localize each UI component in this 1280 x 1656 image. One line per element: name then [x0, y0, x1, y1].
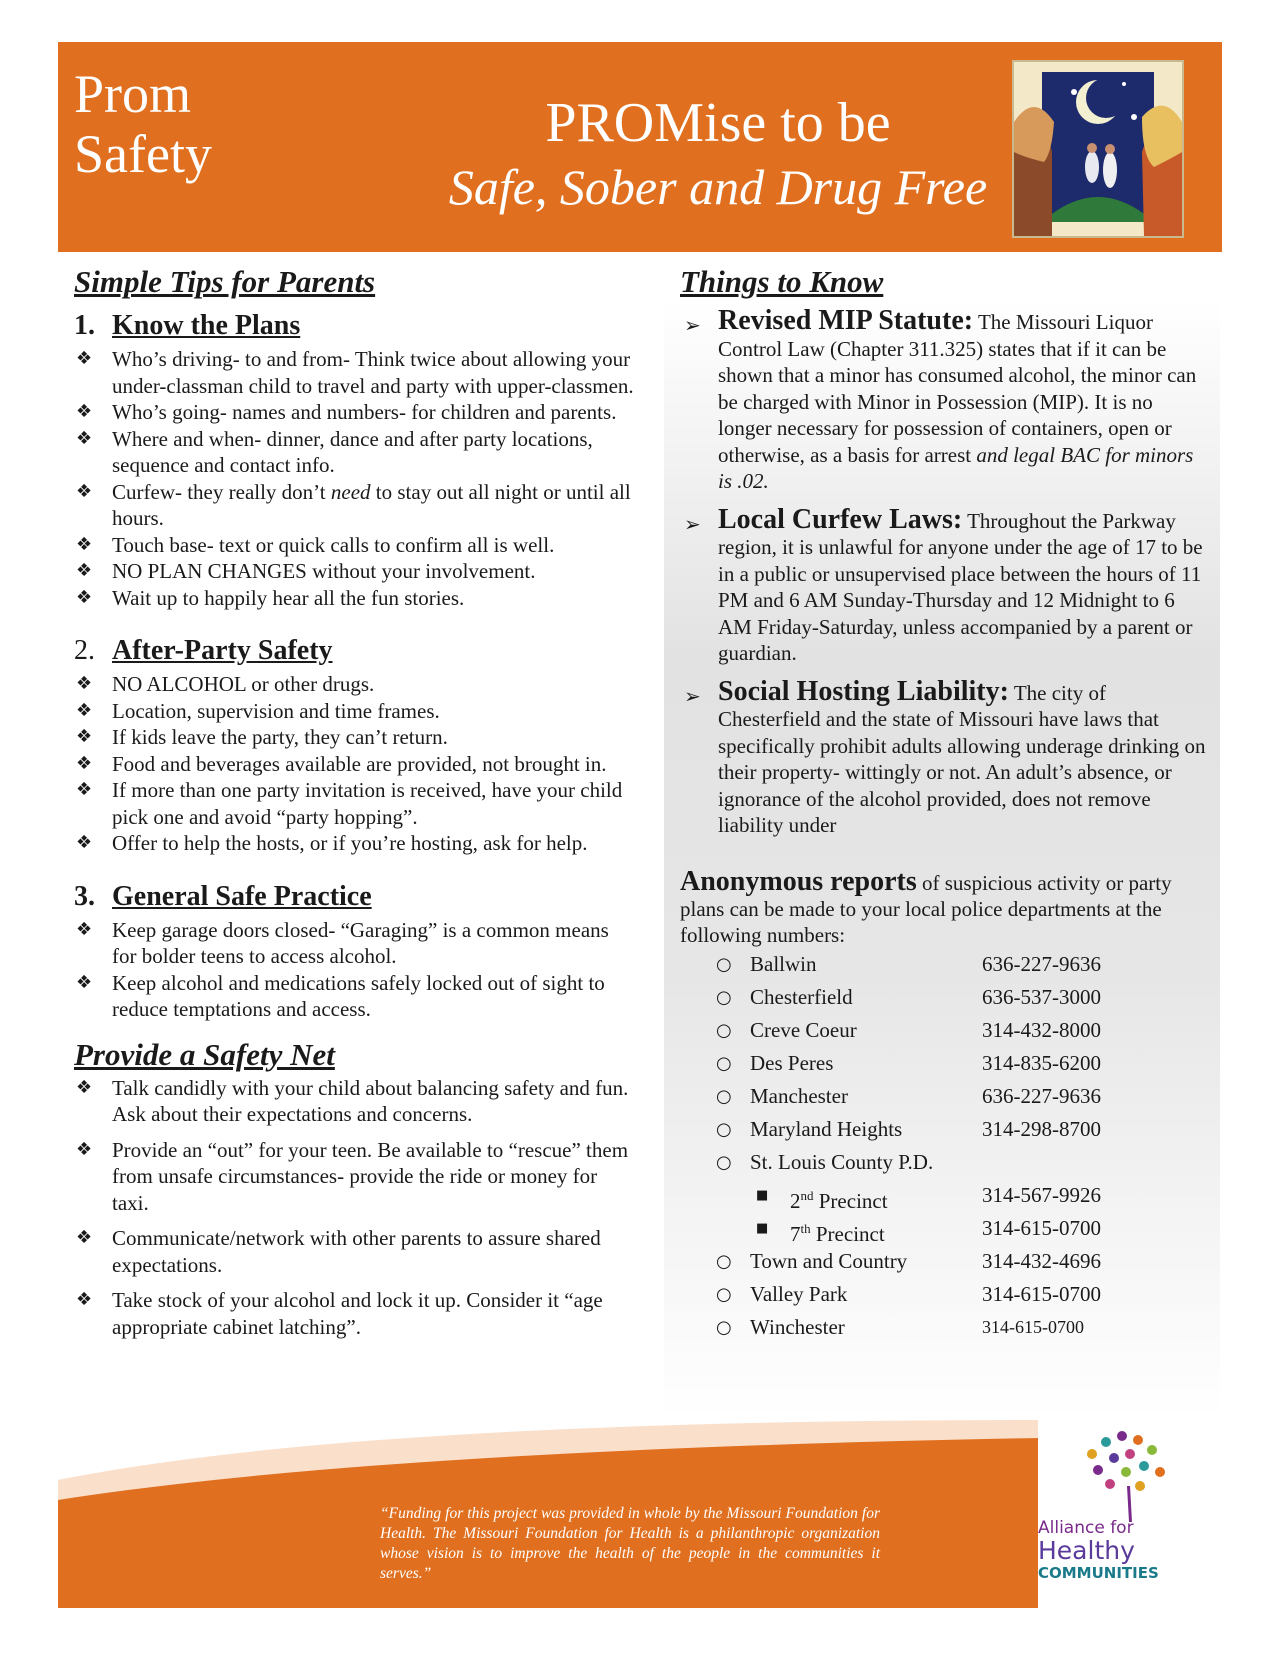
circle-bullet-icon: ○ [716, 1151, 732, 1173]
list-item: ❖ Who’s going- names and numbers- for children and parents. [76, 400, 617, 424]
funding-statement: “Funding for this project was provided in whole by the Missouri Foundation for Health. The Missouri Foundation for Health is a philanthropic organization whose vision is to improve the health of the people in the communities it serves.” [380, 1505, 880, 1582]
prom-night-illustration [1012, 60, 1184, 238]
list-item: ❖ NO ALCOHOL or other drugs. [76, 672, 375, 696]
diamond-bullet-icon: ❖ [76, 586, 93, 608]
diamond-bullet-icon: ❖ [76, 480, 93, 502]
diamond-bullet-icon: ❖ [76, 918, 93, 940]
diamond-bullet-icon: ❖ [76, 699, 93, 721]
list-item: ❖ Communicate/network with other parents to assure shared expectations. [76, 1226, 601, 1277]
list-item: ❖ Keep alcohol and medications safely locked out of sight to reduce temptations and access. [76, 970, 605, 1021]
circle-bullet-icon: ○ [716, 953, 732, 975]
circle-bullet-icon: ○ [716, 1019, 732, 1041]
list-item: ❖ Talk candidly with your child about balancing safety and fun. Ask about their expectations and concerns. [76, 1075, 629, 1126]
tips-column [74, 262, 634, 1340]
diamond-bullet-icon: ❖ [76, 348, 93, 369]
circle-bullet-icon: ○ [716, 1316, 732, 1338]
list-item: ❖ Food and beverages available are provided, not brought in. [76, 751, 607, 776]
safety-net-list [74, 1075, 634, 1341]
arrow-bullet-icon: ➢ [684, 313, 701, 337]
list-item: ❖ Wait up to happily hear all the fun stories. [76, 585, 465, 610]
things-column [680, 262, 1210, 1344]
phone-row: ○ Valley Park 314-615-0700 [680, 1278, 1210, 1311]
circle-bullet-icon: ○ [716, 1052, 732, 1074]
info-item: ➢ Social Hosting Liability: The city of Chesterfield and the state of Missouri have laws that specifically prohibit adults allowing underage drinking on their property- wittingly or not. An adult’s absence, or ignorance of the alcohol provided, does not remove liability under [684, 675, 1206, 837]
list-item: ❖ NO PLAN CHANGES without your involvement. [76, 559, 536, 583]
phone-row: ■ 7th Precinct 314-615-0700 [680, 1212, 1210, 1245]
diamond-bullet-icon: ❖ [76, 560, 93, 581]
circle-bullet-icon: ○ [716, 1118, 732, 1140]
phone-row: ○ Creve Coeur 314-432-8000 [680, 1014, 1210, 1047]
circle-bullet-icon: ○ [716, 986, 732, 1008]
group-heading: 1. Know the Plans [74, 310, 301, 341]
diamond-bullet-icon: ❖ [76, 401, 93, 422]
section-title-things: Things to Know [680, 264, 884, 299]
diamond-bullet-icon: ❖ [76, 752, 93, 774]
phone-row: ○ St. Louis County P.D. [680, 1146, 1210, 1179]
list-item: ❖ If kids leave the party, they can’t return. [76, 725, 448, 749]
arrow-bullet-icon: ➢ [684, 511, 701, 536]
circle-bullet-icon: ○ [716, 1250, 732, 1272]
square-bullet-icon: ■ [756, 1220, 769, 1236]
tagline: PROMise to be Safe, Sober and Drug Free [448, 92, 988, 215]
anonymous-reports: Anonymous reports of suspicious activity or party plans can be made to your local police departments at the following numbers: [680, 865, 1172, 947]
diamond-bullet-icon: ❖ [76, 533, 93, 555]
info-item: ➢ Local Curfew Laws: Throughout the Parkway region, it is unlawful for anyone under the age of 17 to be in a public or unsupervised place between the hours of 11 PM and 6 AM Sunday-Thursday and 12 Midnight to 6 AM Friday-Saturday, unless accompanied by a parent or guardian. [684, 503, 1203, 665]
phone-list [680, 948, 1210, 1344]
list-item: ❖ Offer to help the hosts, or if you’re hosting, ask for help. [76, 831, 588, 855]
diamond-bullet-icon: ❖ [76, 1289, 93, 1310]
phone-row: ○ Des Peres 314-835-6200 [680, 1047, 1210, 1080]
diamond-bullet-icon: ❖ [76, 1076, 93, 1098]
circle-bullet-icon: ○ [716, 1283, 732, 1305]
circle-bullet-icon: ○ [716, 1085, 732, 1107]
group-heading: 3. General Safe Practice [74, 880, 372, 912]
diamond-bullet-icon: ❖ [76, 673, 93, 694]
phone-row: ■ 2nd Precinct 314-567-9926 [680, 1179, 1210, 1212]
group-heading: 2. After-Party Safety [74, 635, 333, 666]
section-title-safety-net: Provide a Safety Net [74, 1036, 335, 1072]
phone-row: ○ Chesterfield 636-537-3000 [680, 981, 1210, 1014]
tip-list [74, 917, 634, 1023]
list-item: ❖ Location, supervision and time frames. [76, 698, 440, 723]
info-item: ➢ Revised MIP Statute: The Missouri Liquor Control Law (Chapter 311.325) states that if it can be shown that a minor has consumed alcohol, the minor can be charged with Minor in Possession (MIP). It is no longer necessary for possession of containers, open or otherwise, as a basis for arrest and legal BAC for minors is .02. [684, 305, 1197, 493]
phone-row: ○ Ballwin 636-227-9636 [680, 948, 1210, 981]
section-title-tips: Simple Tips for Parents [74, 264, 376, 299]
diamond-bullet-icon: ❖ [76, 427, 93, 449]
tip-list [74, 671, 634, 857]
diamond-bullet-icon: ❖ [76, 1227, 93, 1248]
page-title: Prom Safety [74, 64, 212, 184]
diamond-bullet-icon: ❖ [76, 971, 93, 993]
list-item: ❖ Where and when- dinner, dance and after party locations, sequence and contact info. [76, 426, 593, 477]
list-item: ❖ Curfew- they really don’t need to stay out all night or until all hours. [76, 479, 631, 530]
diamond-bullet-icon: ❖ [76, 832, 93, 853]
list-item: ❖ If more than one party invitation is received, have your child pick one and avoid “party hopping”. [76, 778, 623, 829]
phone-row: ○ Maryland Heights 314-298-8700 [680, 1113, 1210, 1146]
tip-list [74, 346, 634, 611]
diamond-bullet-icon: ❖ [76, 1138, 93, 1160]
header-banner [58, 42, 1222, 252]
list-item: ❖ Provide an “out” for your teen. Be available to “rescue” them from unsafe circumstances- provide the ride or money for taxi. [76, 1137, 629, 1215]
list-item: ❖ Who’s driving- to and from- Think twice about allowing your under-classman child to travel and party with upper-classmen. [76, 347, 634, 398]
arrow-bullet-icon: ➢ [684, 683, 701, 708]
phone-row: ○ Town and Country 314-432-4696 [680, 1245, 1210, 1278]
list-item: ❖ Keep garage doors closed- “Garaging” is a common means for bolder teens to access alcohol. [76, 917, 609, 968]
square-bullet-icon: ■ [756, 1187, 769, 1203]
list-item: ❖ Touch base- text or quick calls to confirm all is well. [76, 532, 555, 557]
diamond-bullet-icon: ❖ [76, 726, 93, 747]
diamond-bullet-icon: ❖ [76, 779, 93, 800]
phone-row: ○ Winchester 314-615-0700 [680, 1311, 1210, 1344]
alliance-logo-text: Alliance for Healthy COMMUNITIES [1038, 1518, 1159, 1582]
list-item: ❖ Take stock of your alcohol and lock it up. Consider it “age appropriate cabinet latching”. [76, 1288, 603, 1339]
phone-row: ○ Manchester 636-227-9636 [680, 1080, 1210, 1113]
